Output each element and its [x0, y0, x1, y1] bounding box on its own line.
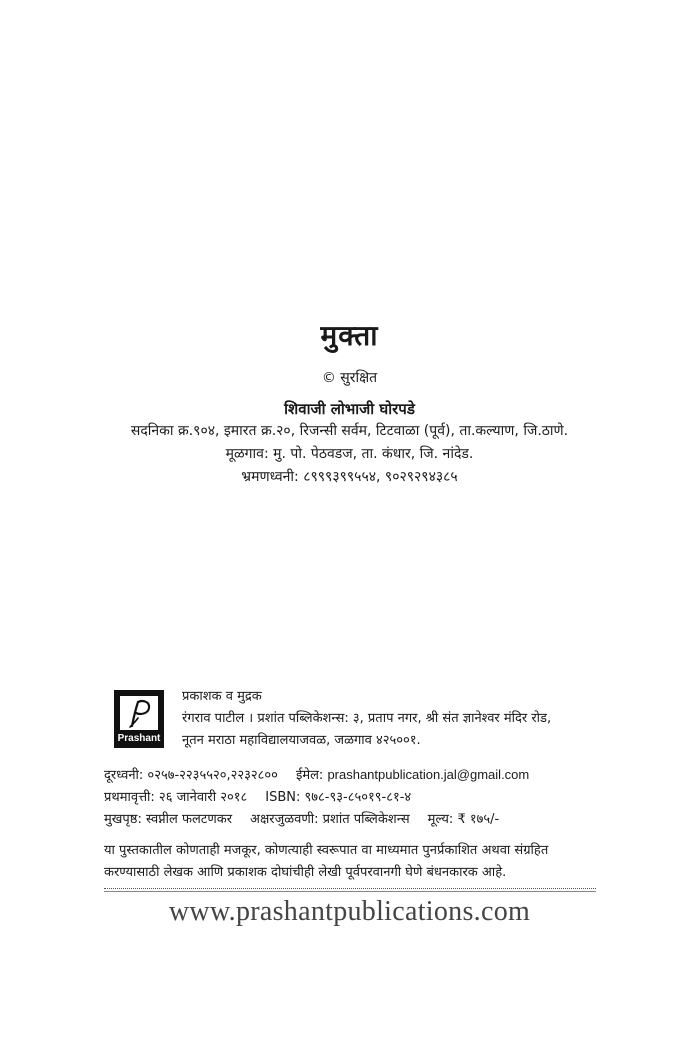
divider — [104, 888, 596, 889]
publisher-email[interactable]: prashantpublication.jal@gmail.com — [327, 767, 530, 782]
website-link[interactable]: www.prashantpublications.com — [168, 896, 531, 927]
author-name: शिवाजी लोभाजी घोरपडे — [284, 400, 415, 418]
edition-row — [104, 787, 604, 809]
typesetting-credit: अक्षरजुळवणी: प्रशांत पब्लिकेशन्स — [250, 812, 410, 827]
book-title: मुक्ता — [320, 319, 379, 352]
publisher-details — [182, 686, 612, 752]
publication-info — [104, 764, 604, 831]
publisher-phone: दूरध्वनी: ०२५७-२२३५५२०,२२३२८०० — [104, 768, 278, 783]
author-address: सदनिका क्र.९०४, इमारत क्र.२०, रिजन्सी सर्वम, टिटवाळा (पूर्व), ता.कल्याण, जि.ठाणे. — [130, 423, 569, 439]
email-label: ईमेल: — [295, 768, 324, 783]
author-native-place: मूळगाव: मु. पो. पेठवडज, ता. कंधार, जि. नांदेड. — [225, 446, 474, 462]
publisher-logo-icon — [120, 696, 158, 730]
publisher-address-line2: नूतन मराठा महाविद्यालयाजवळ, जळगाव ४२५००१. — [182, 733, 421, 748]
contact-row — [104, 764, 604, 787]
rights-notice: या पुस्तकातील कोणताही मजकूर, कोणत्याही स्वरूपात वा माध्यमात पुनर्प्रकाशित अथवा संग्रहित करण्यासाठी लेखक आणि प्रकाशक दोघांचीही लेखी पूर्वपरवानगी घेणे बंधनकारक आहे. — [104, 843, 549, 880]
isbn: ISBN: ९७८-९३-८५०१९-८१-४ — [265, 790, 412, 805]
publisher-logo — [114, 690, 164, 748]
divider — [104, 891, 596, 892]
publisher-address-line1: रंगराव पाटील । प्रशांत पब्लिकेशन्स: ३, प्रताप नगर, श्री संत ज्ञानेश्वर मंदिर रोड, — [182, 711, 552, 726]
publisher-block — [114, 686, 604, 756]
publisher-logo-text: Prashant — [117, 733, 161, 744]
cover-credit: मुखपृष्ठ: स्वप्नील फलटणकर — [104, 812, 233, 827]
first-edition: प्रथमावृत्ती: २६ जानेवारी २०१८ — [104, 790, 248, 805]
publisher-heading: प्रकाशक व मुद्रक — [182, 689, 262, 704]
credits-row — [104, 809, 604, 831]
author-phone: भ्रमणध्वनी: ८९९९३९९५५४, ९०२९२९४३८५ — [241, 469, 458, 485]
price: मूल्य: ₹ १७५/- — [427, 812, 500, 827]
copyright-notice: © सुरक्षित — [321, 370, 378, 386]
